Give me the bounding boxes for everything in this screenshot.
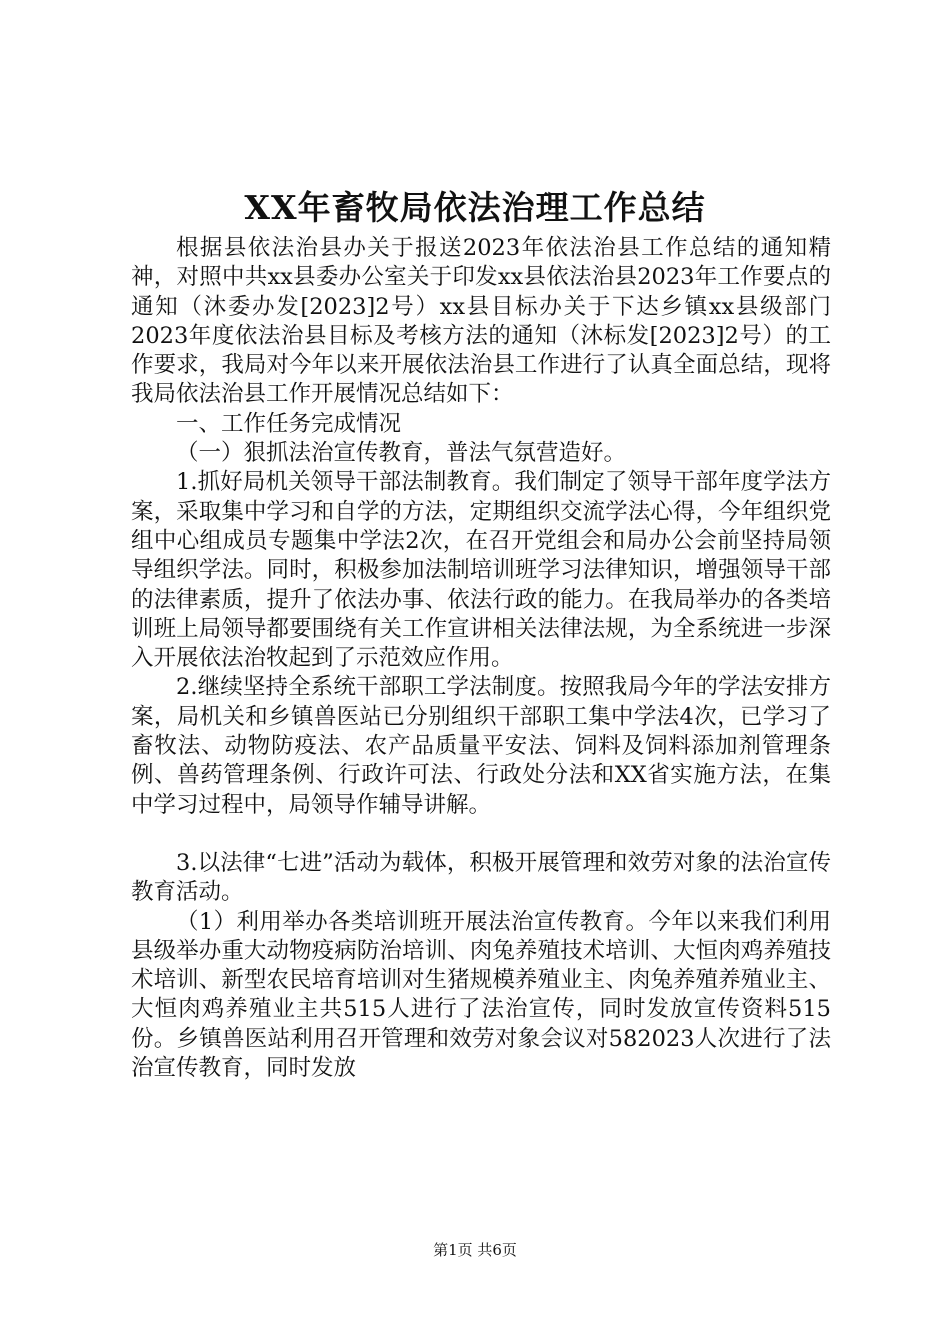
- subsection-heading: （一）狠抓法治宣传教育，普法气氛营造好。: [176, 440, 627, 467]
- page-footer: 第1页 共6页: [433, 1241, 517, 1259]
- document-body: [131, 234, 831, 1083]
- section-heading: 一、工作任务完成情况: [176, 410, 402, 437]
- paragraph-item-2: 2.继续坚持全系统干部职工学法制度。按照我局今年的学法安排方案，局机关和乡镇兽医站已分别组织干部职工集中学法4次，已学习了畜牧法、动物防疫法、农产品质量平安法、饲料及饲料添加剂管理条例、兽药管理条例、行政许可法、行政处分法和XX省实施方法，在集中学习过程中，局领导作辅导讲解。: [131, 674, 831, 818]
- paragraph-item-1: 1.抓好局机关领导干部法制教育。我们制定了领导干部年度学法方案，采取集中学习和自学的方法，定期组织交流学法心得，今年组织党组中心组成员专题集中学法2次，在召开党组会和局办公会前坚持局领导组织学法。同时，积极参加法制培训班学习法律知识，增强领导干部的法律素质，提升了依法办事、依法行政的能力。在我局举办的各类培训班上局领导都要围绕有关工作宣讲相关法律法规，为全系统进一步深入开展依法治牧起到了示范效应作用。: [131, 469, 831, 672]
- paragraph-item-3-1: （1）利用举办各类培训班开展法治宣传教育。今年以来我们利用县级举办重大动物疫病防治培训、肉兔养殖技术培训、大恒肉鸡养殖技术培训、新型农民培育培训对生猪规模养殖业主、肉兔养殖养殖业主、大恒肉鸡养殖业主共515人进行了法治宣传，同时发放宣传资料515份。乡镇兽医站利用召开管理和效劳对象会议对582023人次进行了法治宣传教育，同时发放: [131, 908, 831, 1082]
- paragraph-intro: 根据县依法治县办关于报送2023年依法治县工作总结的通知精神，对照中共xx县委办公室关于印发xx县依法治县2023年工作要点的通知（沐委办发[2023]2号）xx县目标办关于下达乡镇xx县级部门2023年度依法治县目标及考核方法的通知（沐标发[2023]2号）的工作要求，我局对今年以来开展依法治县工作进行了认真全面总结，现将我局依法治县工作开展情况总结如下：: [131, 235, 831, 408]
- document-title: XX年畜牧局依法治理工作总结: [244, 188, 706, 227]
- paragraph-item-3: 3.以法律“七进”活动为载体，积极开展管理和效劳对象的法治宣传教育活动。: [131, 849, 831, 906]
